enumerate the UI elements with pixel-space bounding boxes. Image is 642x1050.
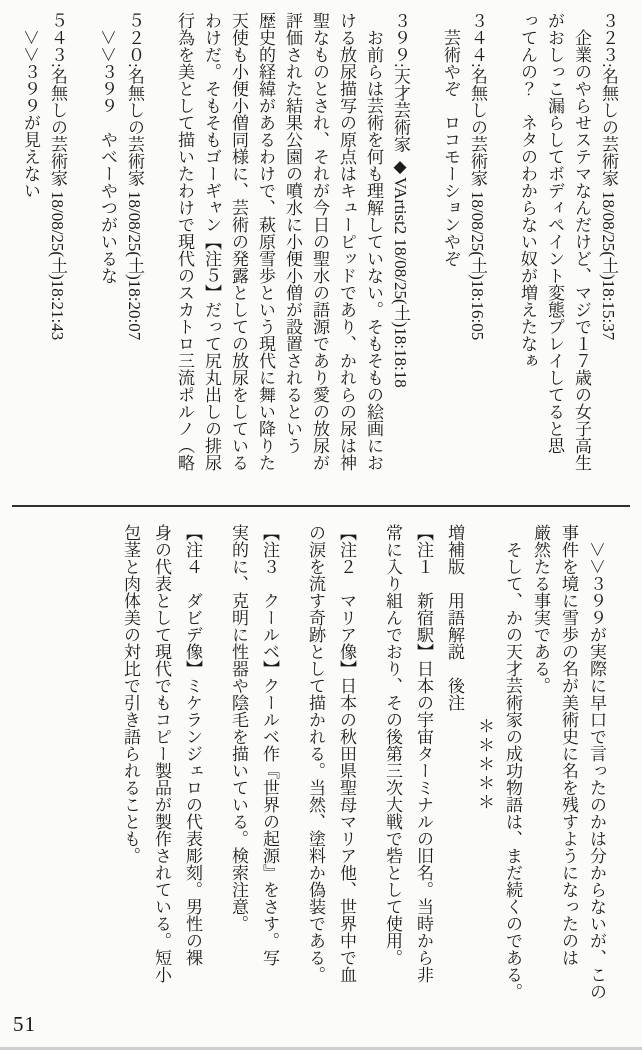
section-divider bbox=[12, 505, 630, 507]
post-323-body: 企業のやらせステマなんだけど、マジで１７歳の女子高生 がおしっこ漏らしてボディペイント変態プレイしてると思 ってんの？ ネタのわからない奴が増えたなぁ bbox=[518, 12, 591, 471]
post-344-header: ３４４:名無しの芸術家 18/08/25(土)18:16:05 bbox=[468, 12, 487, 341]
page-number: 51 bbox=[13, 1012, 36, 1036]
post-344-body: 芸術やぞ ロコモーションやぞ bbox=[441, 29, 460, 267]
post-543 bbox=[17, 12, 71, 482]
glossary-note-4: 【注４ ダビデ像】ミケランジェロの代表彫刻。男性の裸 身の代表として現代でもコピー製品が製作されている。短小 包茎と肉体美の対比で引き語られることも。 bbox=[121, 524, 202, 983]
glossary-heading: 増補版 用語解説 後注 bbox=[445, 524, 464, 711]
glossary-note-2: 【注２ マリア像】日本の秋田県聖母マリア他、世界中で血 の涙を流す奇跡として描かれる。当然、塗料か偽装である。 bbox=[306, 524, 356, 983]
scene-break-asterisks: ＊＊＊＊＊ bbox=[475, 716, 494, 812]
post-399 bbox=[171, 12, 414, 482]
post-323-header: ３２３:名無しの芸術家 18/08/25(土)18:15:37 bbox=[599, 12, 618, 341]
narrative-paragraph-1: ＞＞３９９が実際に早口で言ったのかは分からないが、この 事件を境に雪歩の名が美術史に名を残すようになったのは 厳然たる事実である。 bbox=[531, 524, 606, 1000]
post-344 bbox=[437, 12, 491, 482]
epilogue-section bbox=[115, 524, 610, 1004]
post-520-header: ５２０:名無しの芸術家 18/08/25(土)18:20:07 bbox=[125, 12, 144, 341]
thread-posts-section bbox=[17, 12, 622, 482]
post-323 bbox=[514, 12, 622, 482]
post-399-header: ３９９:天才芸術家 ◆VArtist2 18/08/25(土)18:18:18 bbox=[391, 12, 410, 388]
post-520-body: ＞＞３９９ やべーやつがいるな bbox=[98, 29, 117, 284]
narrative-paragraph-2: そして、かの天才芸術家の成功物語は、まだ続くのである。 bbox=[503, 541, 522, 1000]
post-543-body: ＞＞３９９が見えない bbox=[21, 29, 40, 199]
glossary-note-1: 【注１ 新宿駅】日本の宇宙ターミナルの旧名。当時から非 常に入り組んでおり、その後第三次大戦で砦として使用。 bbox=[383, 524, 433, 983]
post-399-body: お前らは芸術を何も理解していない。そもそもの絵画にお ける放尿描写の原点はキューピッドであり、かれらの尿は神 聖なものとされ、それが今日の聖水の語源であり愛の放尿が 評価された結果公園の噴水に小便小僧が設置されるという 歴史的経緯があるわけで、萩原雪歩という現代に舞い降りた 天使も小便小僧同様に、芸術の発露としての放尿をしている わけだ。そもそもゴーギャン【注５】だって尻丸出しの排尿 行為を美として描いたわけで現代のスカトロ三流ポルノ（略 bbox=[175, 12, 383, 471]
glossary-note-3: 【注３ クールベ】クールベ作『世界の起源』をさす。写 実的に、克明に性器や陰毛を描いている。検索注意。 bbox=[229, 524, 279, 966]
post-543-header: ５４３:名無しの芸術家 18/08/25(土)18:21:43 bbox=[48, 12, 67, 341]
post-520 bbox=[94, 12, 148, 482]
